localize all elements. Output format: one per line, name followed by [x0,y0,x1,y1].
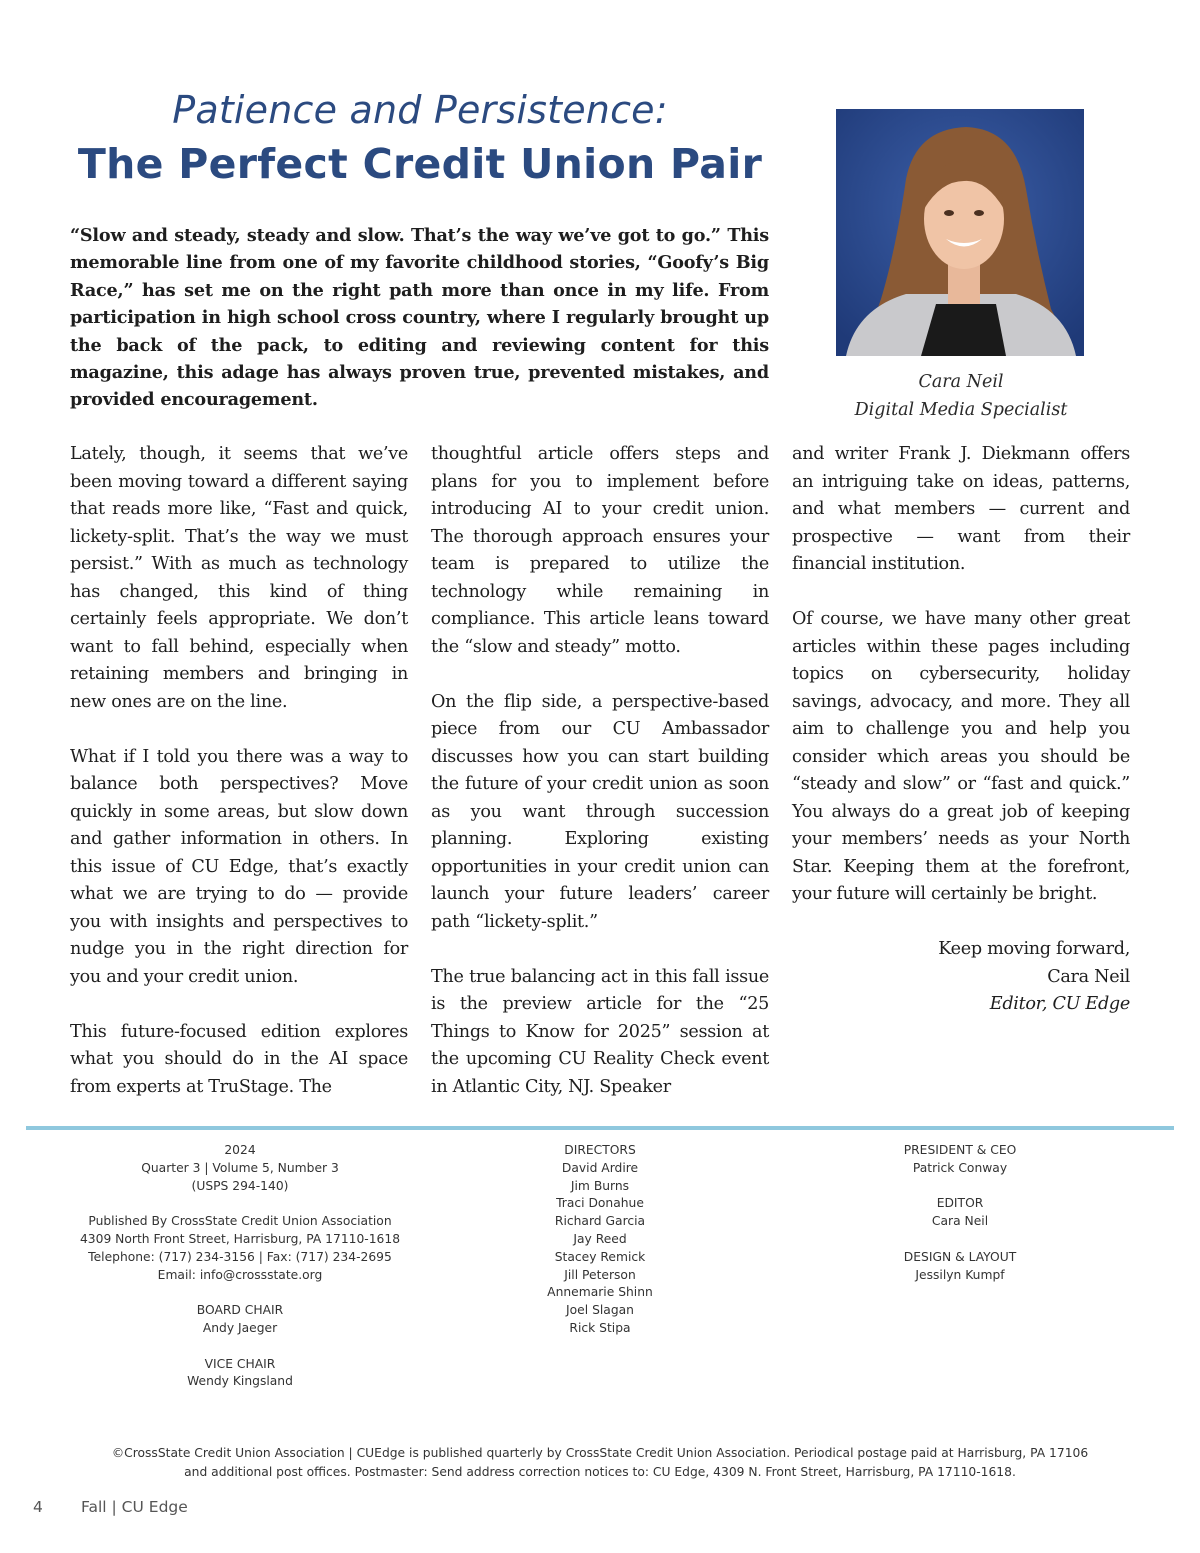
masthead-issue: Quarter 3 | Volume 5, Number 3 [141,1160,339,1175]
body-paragraph: and writer Frank J. Diekmann offers an intriguing take on ideas, patterns, and what members — current and prospective — want from their financial institution. [792,444,1130,574]
masthead-phone: Telephone: (717) 234-3156 | Fax: (717) 234-2695 [88,1249,392,1264]
article-title: The Perfect Credit Union Pair [77,140,763,188]
masthead-email: Email: info@crossstate.org [157,1267,323,1282]
signoff-name: Cara Neil [1047,966,1130,987]
body-paragraph: What if I told you there was a way to balance both perspectives? Move quickly in some areas, but slow down and gather information in others. In this issue of CU Edge, that’s exactly what we are trying to do — provide you with insights and perspectives to nudge you in the right direction for you and your credit union. [70,746,408,987]
director-name: Jay Reed [573,1231,627,1246]
board-chair-label: BOARD CHAIR [196,1303,284,1318]
directors-label: DIRECTORS [564,1143,636,1157]
director-name: Annemarie Shinn [547,1285,653,1300]
director-name: Richard Garcia [554,1214,646,1229]
masthead-staff [830,1142,1090,1284]
body-column-2 [431,441,769,1129]
signoff-role: Editor, CU Edge [989,994,1130,1014]
body-paragraph: Lately, though, it seems that we’ve been moving toward a different saying that reads more like, “Fast and quick, lickety-split. That’s the way we must persist.” With as much as technology has changed, this kind of thing certainly feels appropriate. We don’t want to fall behind, especially when retaining members and bringing in new ones are on the line. [70,444,408,712]
photo-caption [836,368,1086,424]
body-column-1 [70,441,408,1129]
copyright-line-1: ©CrossState Credit Union Association | CUEdge is published quarterly by CrossState Credit Union Association. Periodical postage paid at Harrisburg, PA 17106 [111,1446,1089,1460]
ceo-name: Patrick Conway [912,1160,1008,1175]
caption-name: Cara Neil [918,372,1004,392]
board-chair-name: Andy Jaeger [202,1320,278,1335]
masthead-usps: (USPS 294-140) [191,1178,289,1193]
body-paragraph: thoughtful article offers steps and plans for you to implement before introducing AI to your credit union. The thorough approach ensures your team is prepared to utilize the technology while remaining in compliance. This article leans toward the “slow and steady” motto. [431,444,769,657]
body-paragraph: On the flip side, a perspective-based piece from our CU Ambassador discusses how you can start building the future of your credit union as soon as you want through succession planning. Exploring existing opportunities in your credit union can launch your future leaders’ career path “lickety-split.” [431,691,769,932]
director-name: Rick Stipa [569,1320,631,1335]
director-name: Traci Donahue [556,1196,644,1211]
page-footer [33,1498,188,1516]
director-name: Joel Slagan [566,1303,634,1318]
masthead-year: 2024 [224,1143,256,1157]
page-number: 4 [33,1498,43,1516]
masthead-directors [470,1142,730,1338]
body-paragraph: Of course, we have many other great articles within these pages including topics on cybersecurity, holiday savings, advocacy, and more. They all aim to challenge you and help you consider which areas you should be “steady and slow” or “fast and quick.” You always do a great job of keeping your members’ needs as your North Star. Keeping them at the forefront, your future will certainly be bright. [792,609,1130,904]
editor-name: Cara Neil [931,1214,989,1229]
copyright-notice [60,1444,1140,1482]
body-paragraph: The true balancing act in this fall issue is the preview article for the “25 Things to Know for 2025” session at the upcoming CU Reality Check event in Atlantic City, NJ. Speaker [431,966,769,1097]
vice-chair-name: Wendy Kingsland [187,1374,293,1389]
director-name: Jill Peterson [564,1267,636,1282]
body-column-3 [792,441,1130,1019]
article-lede: “Slow and steady, steady and slow. That’s the way we’ve got to go.” This memorable line from one of my favorite childhood stories, “Goofy’s Big Race,” has set me on the right path more than once in my life. From participation in high school cross country, where I regularly brought up the back of the pack, to editing and reviewing content for this magazine, this adage has always proven true, prevented mistakes, and provided encouragement. [70,225,769,411]
signoff [792,936,1130,1019]
author-photo [836,109,1084,356]
signoff-closing: Keep moving forward, [938,939,1130,959]
copyright-line-2: and additional post offices. Postmaster: Send address correction notices to: CU Edge, 4309 N. Front Street, Harrisburg, PA 17110-1618. [184,1465,1016,1479]
design-label: DESIGN & LAYOUT [903,1249,1017,1264]
editor-label: EDITOR [936,1196,984,1211]
article-kicker: Patience and Persistence: [172,88,668,132]
director-name: Jim Burns [570,1178,630,1193]
vice-chair-label: VICE CHAIR [204,1356,276,1371]
ceo-label: PRESIDENT & CEO [903,1143,1017,1157]
publication-name: Fall | CU Edge [81,1498,188,1516]
design-name: Jessilyn Kumpf [915,1267,1005,1282]
masthead-publisher: Published By CrossState Credit Union Association [88,1214,392,1229]
director-name: Stacey Remick [554,1249,646,1264]
masthead-address: 4309 North Front Street, Harrisburg, PA 17110-1618 [79,1231,401,1246]
masthead-divider [26,1126,1174,1130]
portrait-illustration [836,109,1084,356]
director-name: David Ardire [561,1160,639,1175]
caption-title: Digital Media Specialist [854,400,1068,420]
masthead-publication-info [50,1142,430,1391]
body-paragraph: This future-focused edition explores what you should do in the AI space from experts at TruStage. The [70,1021,408,1097]
